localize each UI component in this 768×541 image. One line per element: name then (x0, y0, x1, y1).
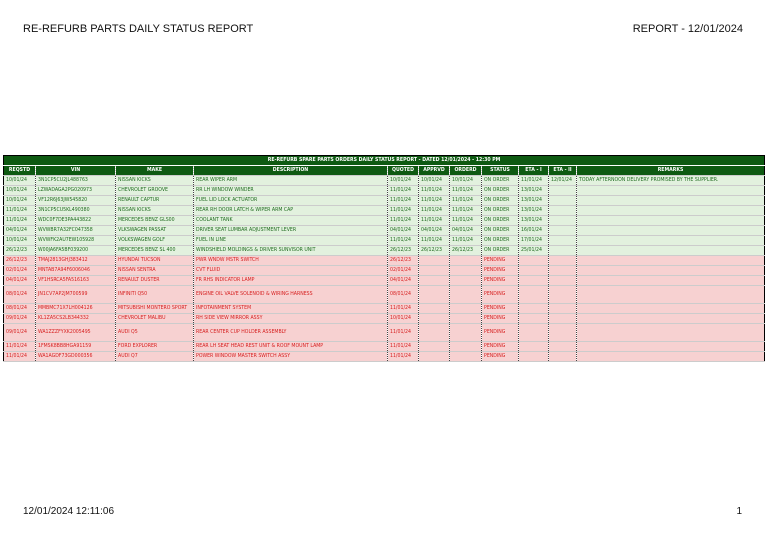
page-number: 1 (736, 506, 742, 517)
table-cell: 10/01/24 (4, 196, 36, 206)
table-cell (577, 216, 765, 226)
table-cell: 10/01/24 (419, 176, 450, 186)
table-cell (577, 286, 765, 304)
table-cell: MMBMC71X7LH004126 (36, 304, 116, 314)
table-cell: 11/01/24 (388, 216, 419, 226)
table-cell: 09/01/24 (4, 324, 36, 342)
table-cell: 11/01/24 (419, 186, 450, 196)
table-cell: WVWBR7A32FC047358 (36, 226, 116, 236)
table-row (4, 286, 765, 304)
table-cell: 10/01/24 (4, 186, 36, 196)
table-cell: 25/01/24 (519, 246, 549, 256)
table-cell: COOLANT TANK (194, 216, 388, 226)
table-cell: REAR WIPER ARM (194, 176, 388, 186)
table-cell: ON ORDER (482, 206, 519, 216)
table-cell (419, 256, 450, 266)
table-cell (577, 236, 765, 246)
status-report-table (3, 155, 765, 362)
table-cell: TODAY AFTERNOON DELIVERY PROMISED BY THE SUPPLIER. (577, 176, 765, 186)
table-cell: 10/01/24 (450, 176, 482, 186)
table-cell: ENGINE OIL VALVE SOLENOID & WIRING HARNESS (194, 286, 388, 304)
table-cell: INFINITI Q50 (116, 286, 194, 304)
table-cell (577, 324, 765, 342)
table-cell: LZWADAGA2PG020973 (36, 186, 116, 196)
table-cell (519, 304, 549, 314)
table-cell (450, 314, 482, 324)
table-row (4, 256, 765, 266)
table-cell: FUEL IN LINE (194, 236, 388, 246)
table-row (4, 304, 765, 314)
table-cell (549, 266, 577, 276)
table-cell: 10/01/24 (388, 314, 419, 324)
table-cell: RR LH WINDOW WINDER (194, 186, 388, 196)
table-cell: PENDING (482, 286, 519, 304)
table-cell: HYUNDAI TUCSON (116, 256, 194, 266)
table-cell: 04/01/24 (4, 276, 36, 286)
table-cell (549, 206, 577, 216)
table-cell: 10/01/24 (4, 176, 36, 186)
table-cell: WDC0F7DE3PA443822 (36, 216, 116, 226)
table-row (4, 226, 765, 236)
table-cell: CHEVROLET GROOVE (116, 186, 194, 196)
table-cell (519, 314, 549, 324)
table-cell (549, 226, 577, 236)
table-cell: FORD EXPLORER (116, 342, 194, 352)
table-cell: ON ORDER (482, 236, 519, 246)
table-cell (577, 186, 765, 196)
table-cell: VF1HSRCA5FA516163 (36, 276, 116, 286)
table-cell: 11/01/24 (450, 186, 482, 196)
column-header: DESCRIPTION (194, 166, 388, 176)
table-cell: PENDING (482, 314, 519, 324)
table-cell: 26/12/23 (388, 256, 419, 266)
table-cell (419, 304, 450, 314)
column-header: ORDERD (450, 166, 482, 176)
table-row (4, 266, 765, 276)
table-cell: VLKSWAGEN PASSAT (116, 226, 194, 236)
table-cell (519, 352, 549, 362)
table-cell: 04/01/24 (4, 226, 36, 236)
table-row (4, 236, 765, 246)
table-cell: PENDING (482, 324, 519, 342)
table-cell (419, 266, 450, 276)
table-cell: NISSAN KICKS (116, 176, 194, 186)
table-cell: 11/01/24 (388, 186, 419, 196)
table-cell: WA1AGDF73GD000356 (36, 352, 116, 362)
column-header: VIN (36, 166, 116, 176)
table-cell (577, 342, 765, 352)
table-cell: 11/01/24 (450, 196, 482, 206)
column-header: ETA - II (549, 166, 577, 176)
table-cell: 26/12/23 (450, 246, 482, 256)
table-cell (577, 246, 765, 256)
table-cell: 13/01/24 (519, 196, 549, 206)
table-cell: 11/01/24 (419, 236, 450, 246)
table-cell: 11/01/24 (388, 206, 419, 216)
table-cell: 11/01/24 (450, 236, 482, 246)
table-cell: REAR RH DOOR LATCH & WIPER ARM CAP (194, 206, 388, 216)
table-cell (519, 256, 549, 266)
table-cell: 04/01/24 (450, 226, 482, 236)
table-cell: REAR LH SEAT HEAD REST UNIT & ROOF MOUNT LAMP (194, 342, 388, 352)
table-cell: 11/01/24 (519, 176, 549, 186)
table-row (4, 342, 765, 352)
table-row (4, 246, 765, 256)
table-cell (549, 236, 577, 246)
table-cell (519, 342, 549, 352)
table-cell (577, 314, 765, 324)
table-cell: POWER WINDOW MASTER SWITCH ASSY (194, 352, 388, 362)
table-cell (577, 276, 765, 286)
table-cell: 26/12/23 (419, 246, 450, 256)
table-cell (419, 276, 450, 286)
table-cell: REAR CENTER CUP HOLDER ASSEMBLY (194, 324, 388, 342)
table-cell: TMAJ2813GHJ383412 (36, 256, 116, 266)
table-cell (450, 324, 482, 342)
table-cell: 1FMSK8BB8HGA91159 (36, 342, 116, 352)
table-cell (450, 342, 482, 352)
table-cell: 26/12/23 (4, 256, 36, 266)
table-cell: 11/01/24 (388, 324, 419, 342)
table-cell: 26/12/23 (388, 246, 419, 256)
table-cell: NISSAN KICKS (116, 206, 194, 216)
table-cell: RENAULT CAPTUR (116, 196, 194, 206)
table-cell (549, 256, 577, 266)
table-cell (419, 286, 450, 304)
table-cell (549, 314, 577, 324)
table-cell: WINDSHIELD MOLDINGS & DRIVER SUNVISOR UNIT (194, 246, 388, 256)
table-cell: INFOTAINMENT SYSTEM (194, 304, 388, 314)
table-cell (519, 266, 549, 276)
table-cell: MITSUBISHI MONTERO SPORT (116, 304, 194, 314)
table-cell (549, 352, 577, 362)
table-cell: RENAULT DUSTER (116, 276, 194, 286)
table-cell (577, 266, 765, 276)
table-cell: 11/01/24 (4, 352, 36, 362)
table-cell (419, 342, 450, 352)
table-row (4, 324, 765, 342)
table-cell (577, 206, 765, 216)
table-cell: CVT FLUID (194, 266, 388, 276)
table-cell: PENDING (482, 342, 519, 352)
table-cell: 26/12/23 (4, 246, 36, 256)
table-cell: AUDI Q7 (116, 352, 194, 362)
table-cell (549, 246, 577, 256)
table-cell: 12/01/24 (549, 176, 577, 186)
column-header: STATUS (482, 166, 519, 176)
table-cell: 08/01/24 (388, 286, 419, 304)
table-cell: VOLKSWAGEN GOLF (116, 236, 194, 246)
table-cell: 10/01/24 (4, 236, 36, 246)
table-cell (419, 324, 450, 342)
table-cell: MERCEDES BENZ SL 400 (116, 246, 194, 256)
table-cell (450, 276, 482, 286)
table-row (4, 186, 765, 196)
table-cell: ON ORDER (482, 216, 519, 226)
table-cell: 10/01/24 (388, 176, 419, 186)
table-cell: AUDI Q5 (116, 324, 194, 342)
table-cell: 11/01/24 (388, 196, 419, 206)
table-cell: 11/01/24 (450, 206, 482, 216)
table-cell: 02/01/24 (388, 266, 419, 276)
table-cell: FR RHS INDICATOR LAMP (194, 276, 388, 286)
table-cell: 13/01/24 (519, 206, 549, 216)
table-cell: 3N1CP5CU2JL488763 (36, 176, 116, 186)
column-header: APPRVD (419, 166, 450, 176)
table-row (4, 276, 765, 286)
table-cell: DRIVER SEAT LUMBAR ADJUSTMENT LEVER (194, 226, 388, 236)
table-cell: 11/01/24 (450, 216, 482, 226)
table-cell: MNTAB7A94F6006046 (36, 266, 116, 276)
table-cell: 11/01/24 (419, 206, 450, 216)
column-header: REQSTD (4, 166, 36, 176)
table-row (4, 206, 765, 216)
table-cell: 11/01/24 (388, 352, 419, 362)
table-cell: 11/01/24 (419, 216, 450, 226)
table-cell (450, 256, 482, 266)
table-cell (549, 186, 577, 196)
column-header: REMARKS (577, 166, 765, 176)
table-cell: ON ORDER (482, 186, 519, 196)
table-cell (577, 256, 765, 266)
table-cell: PWR WNDW MSTR SWITCH (194, 256, 388, 266)
table-cell: 11/01/24 (388, 342, 419, 352)
table-cell (549, 196, 577, 206)
table-cell: 11/01/24 (419, 196, 450, 206)
table-cell: WVWFK2AU7EW105928 (36, 236, 116, 246)
table-cell (549, 216, 577, 226)
column-header: QUOTED (388, 166, 419, 176)
table-cell (450, 352, 482, 362)
table-cell: PENDING (482, 256, 519, 266)
table-cell (549, 286, 577, 304)
table-cell: 17/01/24 (519, 236, 549, 246)
table-cell: 11/01/24 (4, 342, 36, 352)
table-title: RE-REFURB SPARE PARTS ORDERS DAILY STATUS REPORT - DATED 12/01/2024 - 12:30 PM (4, 156, 765, 166)
table-cell: 08/01/24 (4, 304, 36, 314)
table-cell: 04/01/24 (388, 226, 419, 236)
table-cell: RH SIDE VIEW MIRROR ASSY (194, 314, 388, 324)
table-cell: 11/01/24 (4, 206, 36, 216)
table-cell (577, 196, 765, 206)
table-cell: WA1ZZZFYXK2005495 (36, 324, 116, 342)
table-cell: 3N1CP5CU5KL490380 (36, 206, 116, 216)
page-title: RE-REFURB PARTS DAILY STATUS REPORT (23, 23, 254, 35)
table-cell: W00JA6FA5BF039200 (36, 246, 116, 256)
table-cell (519, 276, 549, 286)
table-cell: 04/01/24 (419, 226, 450, 236)
table-cell (549, 342, 577, 352)
table-cell (419, 314, 450, 324)
table-cell: PENDING (482, 304, 519, 314)
table-cell: FUEL LID LOCK ACTUATOR (194, 196, 388, 206)
table-cell: 11/01/24 (388, 236, 419, 246)
table-row (4, 352, 765, 362)
table-cell (549, 304, 577, 314)
report-date-label: REPORT - 12/01/2024 (632, 23, 743, 35)
table-cell: ON ORDER (482, 176, 519, 186)
table-cell (450, 286, 482, 304)
table-cell: VF12R6J63JW545820 (36, 196, 116, 206)
table-cell (419, 352, 450, 362)
table-cell: PENDING (482, 352, 519, 362)
table-cell: 11/01/24 (4, 216, 36, 226)
table-cell: 13/01/24 (519, 216, 549, 226)
table-cell: ON ORDER (482, 246, 519, 256)
table-cell: PENDING (482, 266, 519, 276)
table-row (4, 176, 765, 186)
table-cell (549, 276, 577, 286)
table-cell: KL1ZA5CS2LB344332 (36, 314, 116, 324)
table-cell (519, 286, 549, 304)
table-cell: MERCEDES BENZ GLS00 (116, 216, 194, 226)
table-cell: 04/01/24 (388, 276, 419, 286)
table-cell (519, 324, 549, 342)
table-cell: ON ORDER (482, 226, 519, 236)
table-cell (450, 304, 482, 314)
table-cell (450, 266, 482, 276)
table-cell: 09/01/24 (4, 314, 36, 324)
table-cell: 08/01/24 (4, 286, 36, 304)
print-timestamp: 12/01/2024 12:11:06 (23, 506, 115, 517)
table-cell: 11/01/24 (388, 304, 419, 314)
table-cell: JN1CV7AP2JM700599 (36, 286, 116, 304)
table-cell (577, 226, 765, 236)
table-row (4, 196, 765, 206)
table-cell: CHEVROLET MALIBU (116, 314, 194, 324)
table-cell (577, 304, 765, 314)
table-cell: 13/01/24 (519, 186, 549, 196)
column-header: MAKE (116, 166, 194, 176)
table-row (4, 314, 765, 324)
table-cell: 16/01/24 (519, 226, 549, 236)
table-row (4, 216, 765, 226)
column-header: ETA - I (519, 166, 549, 176)
table-cell: ON ORDER (482, 196, 519, 206)
table-cell: NISSAN SENTRA (116, 266, 194, 276)
table-cell (577, 352, 765, 362)
table-cell (549, 324, 577, 342)
table-cell: PENDING (482, 276, 519, 286)
table-cell: 02/01/24 (4, 266, 36, 276)
